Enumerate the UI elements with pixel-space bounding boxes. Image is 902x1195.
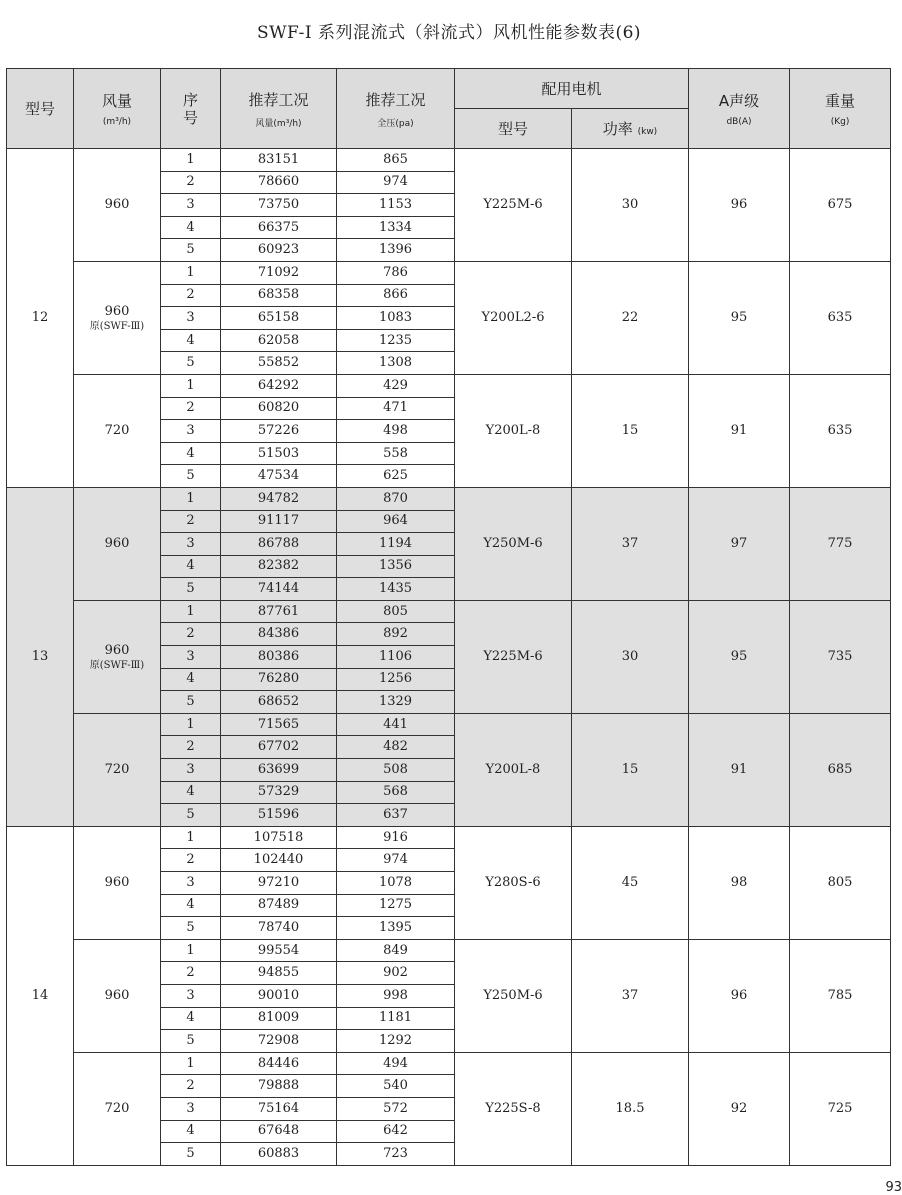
pressure-cell: 1275 [337,894,455,917]
header-motor-model: 型号 [455,109,572,149]
flow-cell: 97210 [221,872,337,895]
weight-cell: 635 [790,261,891,374]
seq-cell: 5 [161,804,221,827]
speed-cell [74,261,161,374]
seq-cell: 1 [161,713,221,736]
flow-cell: 60820 [221,397,337,420]
flow-cell: 68652 [221,691,337,714]
speed-alt-note: 原(SWF-Ⅲ) [89,320,145,332]
seq-cell: 5 [161,1030,221,1053]
flow-cell: 87489 [221,894,337,917]
pressure-cell: 637 [337,804,455,827]
flow-cell: 71092 [221,261,337,284]
header-rec-pressure: 推荐工况 全压(pa) [337,69,455,149]
pressure-cell: 625 [337,465,455,488]
speed-cell [74,1052,161,1165]
header-airflow: 风量 (m³/h) [74,69,161,149]
flow-cell: 90010 [221,984,337,1007]
flow-cell: 64292 [221,374,337,397]
table-row [7,1052,891,1075]
seq-cell: 4 [161,1007,221,1030]
speed-cell [74,600,161,713]
pressure-cell: 1329 [337,691,455,714]
noise-cell: 92 [689,1052,790,1165]
pressure-cell: 786 [337,261,455,284]
header-motor: 配用电机 [455,69,689,109]
seq-cell: 3 [161,984,221,1007]
flow-cell: 74144 [221,578,337,601]
pressure-cell: 642 [337,1120,455,1143]
pressure-cell: 916 [337,826,455,849]
seq-cell: 4 [161,781,221,804]
flow-cell: 60923 [221,239,337,262]
seq-cell: 1 [161,149,221,172]
header-model: 型号 [7,69,74,149]
seq-cell: 4 [161,555,221,578]
flow-cell: 79888 [221,1075,337,1098]
seq-cell: 3 [161,1097,221,1120]
seq-cell: 5 [161,691,221,714]
seq-cell: 4 [161,1120,221,1143]
flow-cell: 62058 [221,329,337,352]
flow-cell: 76280 [221,668,337,691]
flow-cell: 102440 [221,849,337,872]
speed-cell [74,826,161,939]
table-row [7,149,891,172]
flow-cell: 87761 [221,600,337,623]
flow-cell: 94855 [221,962,337,985]
seq-cell: 2 [161,171,221,194]
header-noise: A声级 dB(A) [689,69,790,149]
flow-cell: 91117 [221,510,337,533]
flow-cell: 55852 [221,352,337,375]
pressure-cell: 1194 [337,533,455,556]
flow-cell: 63699 [221,759,337,782]
seq-cell: 5 [161,578,221,601]
motor-cell: Y250M-6 [455,939,572,1052]
motor-cell: Y280S-6 [455,826,572,939]
flow-cell: 82382 [221,555,337,578]
pressure-cell: 471 [337,397,455,420]
motor-cell: Y225S-8 [455,1052,572,1165]
weight-cell: 785 [790,939,891,1052]
pressure-cell: 494 [337,1052,455,1075]
speed-cell [74,939,161,1052]
speed-value: 960 [104,874,130,890]
pressure-cell: 892 [337,623,455,646]
table-body [7,149,891,1166]
header-motor-power: 功率 (kw) [572,109,689,149]
flow-cell: 75164 [221,1097,337,1120]
weight-cell: 735 [790,600,891,713]
table-row [7,826,891,849]
table-row [7,600,891,623]
seq-cell: 3 [161,420,221,443]
pressure-cell: 1395 [337,917,455,940]
seq-cell: 4 [161,442,221,465]
flow-cell: 67702 [221,736,337,759]
motor-cell: Y250M-6 [455,487,572,600]
speed-value: 960 [104,196,130,212]
flow-cell: 86788 [221,533,337,556]
flow-cell: 81009 [221,1007,337,1030]
seq-cell: 3 [161,307,221,330]
weight-cell: 775 [790,487,891,600]
power-cell: 15 [572,374,689,487]
pressure-cell: 568 [337,781,455,804]
seq-cell: 2 [161,397,221,420]
pressure-cell: 1356 [337,555,455,578]
seq-cell: 3 [161,194,221,217]
seq-cell: 1 [161,374,221,397]
flow-cell: 67648 [221,1120,337,1143]
seq-cell: 5 [161,239,221,262]
model-cell: 13 [7,487,74,826]
weight-cell: 635 [790,374,891,487]
power-cell: 30 [572,149,689,262]
seq-cell: 2 [161,962,221,985]
weight-cell: 725 [790,1052,891,1165]
weight-cell: 805 [790,826,891,939]
seq-cell: 3 [161,759,221,782]
flow-cell: 65158 [221,307,337,330]
power-cell: 37 [572,487,689,600]
pressure-cell: 1078 [337,872,455,895]
seq-cell: 2 [161,510,221,533]
flow-cell: 107518 [221,826,337,849]
table-row [7,939,891,962]
seq-cell: 1 [161,1052,221,1075]
pressure-cell: 1396 [337,239,455,262]
motor-cell: Y200L-8 [455,713,572,826]
pressure-cell: 508 [337,759,455,782]
pressure-cell: 1334 [337,216,455,239]
pressure-cell: 498 [337,420,455,443]
speed-value: 960 [104,987,130,1003]
noise-cell: 97 [689,487,790,600]
speed-value: 720 [104,422,130,438]
flow-cell: 51596 [221,804,337,827]
seq-cell: 3 [161,872,221,895]
seq-cell: 4 [161,329,221,352]
motor-cell: Y200L-8 [455,374,572,487]
seq-cell: 4 [161,668,221,691]
header-seq: 序号 [161,69,221,149]
seq-cell: 5 [161,1143,221,1166]
flow-cell: 51503 [221,442,337,465]
model-cell: 12 [7,149,74,488]
speed-value: 720 [104,761,130,777]
flow-cell: 57226 [221,420,337,443]
seq-cell: 1 [161,261,221,284]
noise-cell: 96 [689,149,790,262]
flow-cell: 99554 [221,939,337,962]
motor-cell: Y225M-6 [455,149,572,262]
flow-cell: 72908 [221,1030,337,1053]
motor-cell: Y200L2-6 [455,261,572,374]
pressure-cell: 482 [337,736,455,759]
pressure-cell: 1083 [337,307,455,330]
flow-cell: 94782 [221,487,337,510]
pressure-cell: 441 [337,713,455,736]
header-rec-flow: 推荐工况 风量(m³/h) [221,69,337,149]
flow-cell: 78740 [221,917,337,940]
pressure-cell: 998 [337,984,455,1007]
flow-cell: 60883 [221,1143,337,1166]
power-cell: 30 [572,600,689,713]
speed-alt-note: 原(SWF-Ⅲ) [89,659,145,671]
seq-cell: 1 [161,600,221,623]
pressure-cell: 866 [337,284,455,307]
pressure-cell: 974 [337,171,455,194]
seq-cell: 3 [161,646,221,669]
seq-cell: 5 [161,352,221,375]
table-row [7,261,891,284]
seq-cell: 1 [161,487,221,510]
seq-cell: 2 [161,736,221,759]
flow-cell: 68358 [221,284,337,307]
seq-cell: 1 [161,939,221,962]
header-weight: 重量 (Kg) [790,69,891,149]
seq-cell: 5 [161,917,221,940]
speed-cell [74,713,161,826]
table-row [7,713,891,736]
speed-value: 960 [104,642,130,658]
noise-cell: 91 [689,713,790,826]
seq-cell: 4 [161,894,221,917]
noise-cell: 96 [689,939,790,1052]
pressure-cell: 1435 [337,578,455,601]
pressure-cell: 558 [337,442,455,465]
noise-cell: 95 [689,600,790,713]
pressure-cell: 1256 [337,668,455,691]
seq-cell: 2 [161,623,221,646]
speed-cell [74,487,161,600]
flow-cell: 84386 [221,623,337,646]
seq-cell: 2 [161,849,221,872]
seq-cell: 5 [161,465,221,488]
speed-value: 720 [104,1100,130,1116]
seq-cell: 3 [161,533,221,556]
seq-cell: 2 [161,1075,221,1098]
seq-cell: 4 [161,216,221,239]
power-cell: 45 [572,826,689,939]
seq-cell: 2 [161,284,221,307]
pressure-cell: 540 [337,1075,455,1098]
flow-cell: 71565 [221,713,337,736]
weight-cell: 685 [790,713,891,826]
seq-cell: 1 [161,826,221,849]
speed-cell [74,374,161,487]
pressure-cell: 849 [337,939,455,962]
power-cell: 18.5 [572,1052,689,1165]
flow-cell: 80386 [221,646,337,669]
speed-value: 960 [104,303,130,319]
flow-cell: 47534 [221,465,337,488]
flow-cell: 78660 [221,171,337,194]
pressure-cell: 1153 [337,194,455,217]
pressure-cell: 964 [337,510,455,533]
pressure-cell: 1292 [337,1030,455,1053]
pressure-cell: 723 [337,1143,455,1166]
noise-cell: 95 [689,261,790,374]
pressure-cell: 1181 [337,1007,455,1030]
power-cell: 22 [572,261,689,374]
flow-cell: 83151 [221,149,337,172]
pressure-cell: 902 [337,962,455,985]
power-cell: 15 [572,713,689,826]
model-cell: 14 [7,826,74,1165]
pressure-cell: 870 [337,487,455,510]
motor-cell: Y225M-6 [455,600,572,713]
speed-value: 960 [104,535,130,551]
pressure-cell: 1106 [337,646,455,669]
pressure-cell: 572 [337,1097,455,1120]
page-title: SWF-Ⅰ 系列混流式（斜流式）风机性能参数表(6) [256,23,642,43]
speed-cell [74,149,161,262]
flow-cell: 84446 [221,1052,337,1075]
table-row [7,487,891,510]
pressure-cell: 865 [337,149,455,172]
pressure-cell: 974 [337,849,455,872]
flow-cell: 73750 [221,194,337,217]
table-row [7,374,891,397]
noise-cell: 91 [689,374,790,487]
flow-cell: 66375 [221,216,337,239]
pressure-cell: 805 [337,600,455,623]
page-number: 93 [885,1180,902,1195]
pressure-cell: 1308 [337,352,455,375]
flow-cell: 57329 [221,781,337,804]
pressure-cell: 1235 [337,329,455,352]
power-cell: 37 [572,939,689,1052]
weight-cell: 675 [790,149,891,262]
pressure-cell: 429 [337,374,455,397]
noise-cell: 98 [689,826,790,939]
performance-table [6,68,891,1166]
